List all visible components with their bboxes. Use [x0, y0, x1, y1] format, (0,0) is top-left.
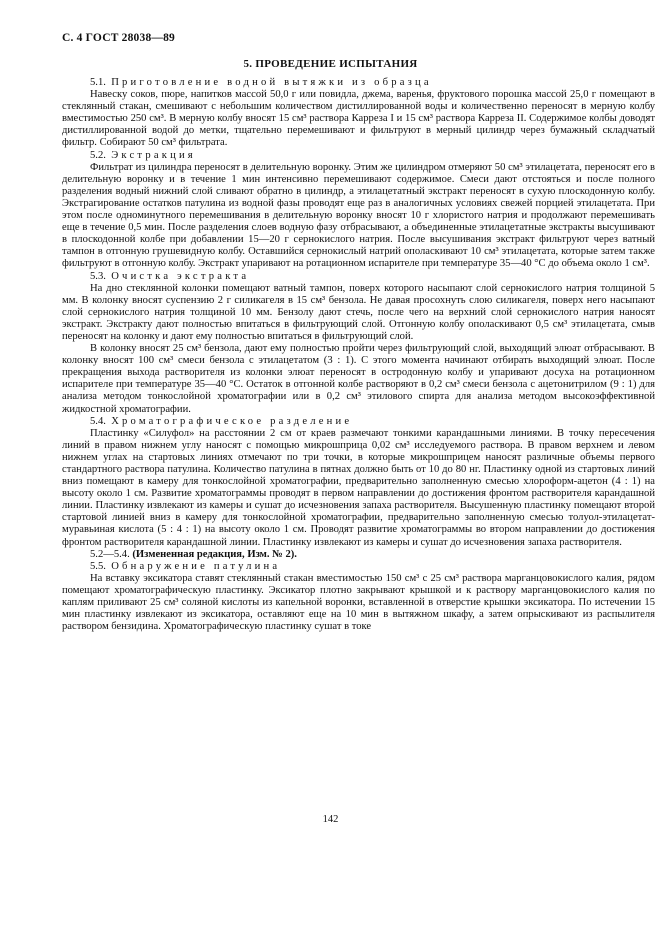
subsection-heading-5-4: 5.4. Хроматографическое разделение: [90, 415, 353, 427]
section-title: 5. ПРОВЕДЕНИЕ ИСПЫТАНИЯ: [243, 58, 418, 70]
page-header: С. 4 ГОСТ 28038—89: [62, 32, 175, 44]
subsection-heading-5-3: 5.3. Очистка экстракта: [90, 270, 250, 282]
page-number: 142: [322, 814, 339, 825]
paragraph: На дно стеклянной колонки помещают ватный тампон, поверх которого насыпают слой сернокислого натрия толщиной 5 мм. В колонку вносят суспензию 2 г силикагеля в 15 см³ бензола. Не давая просохнуть слою силикагеля, поверх него насыпают слой сернокислого натрия толщиной 10 мм. Бензолу дают стечь, после чего на верхний слой сернокислого натрия наносят экстракт. Экстракту дают полностью впитаться в фильтрующий слой. Отгонную колбу ополаскивают 0,5 см³ этилацетата, смыв переносят на колонку и дают ему полностью впитаться в фильтрующий слой.: [62, 282, 655, 342]
amendment-note: 5.2—5.4. (Измененная редакция, Изм. № 2).: [90, 548, 297, 560]
paragraph: Фильтрат из цилиндра переносят в делительную воронку. Этим же цилиндром отмеряют 50 см³ этилацетата, переносят его в делительную воронку и в течение 1 мин интенсивно перемешивают содержимое. Смеси дают отстояться и после полного разделения водный нижний слой сливают обратно в цилиндр, а этилацетатный экстракт переносят в сухую плоскодонную колбу. Экстрагирование остатков патулина из водной фазы проводят еще раз в аналогичных условиях свежей порцией этилацетата. При этом после одноминутного перемешивания в делительную воронку вносят 10 г хлористого натрия и продолжают перемешивать еще в течение 0,5 мин. После разделения слоев водную фазу отбрасывают, а объединенные этилацетатные экстракты высушивают в плоскодонной колбе при добавлении 15—20 г сернокислого натрия. После высушивания экстракт фильтруют через ватный тампон в отгонную грушевидную колбу. Оставшийся сернокислый натрий ополаскивают 10 см³ этилацетата, которые затем также фильтруют в отгонную колбу. Экстракт упаривают на ротационном испарителе при температуре 35—40 °C до объема около 1 см³.: [62, 161, 655, 270]
subsection-heading-5-2: 5.2. Экстракция: [90, 149, 196, 161]
paragraph: Пластинку «Силуфол» на расстоянии 2 см от краев размечают тонкими карандашными линиями. В точку пересечения линий в правом нижнем углу наносят с помощью микрошприца 0,02 см³ исследуемого раствора. В правом верхнем и левом нижнем углах на стартовых линиях отмечают по три точки, в которые микрошприцем наносят различные объемы первого стандартного раствора патулина. Количество патулина в пятнах должно быть от 10 до 80 нг. Пластинку одной из стартовых линий вниз помещают в камеру для тонкослойной хроматографии, предварительно заполненную смесью хлороформ-ацетон (4 : 1) на высоту около 1 см. Развитие хроматограммы проводят в первом направлении до достижения фронтом растворителя карандашной линии. Пластинку извлекают из камеры и сушат до исчезновения запаха растворителя. Высушенную пластинку помещают второй стартовой линией вниз в камеру для тонкослойной хроматографии, предварительно заполненную смесью толуол-этилацетат-муравьиная кислота (5 : 4 : 1) на высоту около 1 см. Проводят развитие хроматограммы во втором направлении до достижения фронтом растворителя карандашной линии. Пластинку извлекают из камеры и сушат до исчезновения запаха растворителя.: [62, 427, 655, 548]
paragraph: На вставку эксикатора ставят стеклянный стакан вместимостью 150 см³ с 25 см³ раствора марганцовокислого калия, рядом помещают хроматографическую пластинку. Эксикатор плотно закрывают крышкой и к раствору марганцовокислого калия по каплям приливают 25 см³ соляной кислоты из капельной воронки, вставленной в отверстие крышки эксикатора. По истечении 15 мин пластинку извлекают из эксикатора, оставляют еще на 10 мин в вытяжном шкафу, а затем опрыскивают из распылителя раствором бензидина. Хроматографическую пластинку сушат в токе: [62, 572, 655, 633]
subsection-heading-5-1: 5.1. Приготовление водной вытяжки из образца: [90, 77, 432, 88]
paragraph: В колонку вносят 25 см³ бензола, дают ему полностью пройти через фильтрующий слой, выходящий элюат отбрасывают. В колонку вносят 100 см³ смеси бензола с этилацетатом (3 : 1). С этого момента начинают отбирать выходящий элюат. После прекращения выхода растворителя из колонки элюат переносят в остродонную колбу и упаривают досуха на ротационном испарителе при температуре 35—40 °C. Остаток в отгонной колбе растворяют в 0,2 см³ смеси бензола с ацетонитрилом (9 : 1) для анализа методом тонкослойной хроматографии или в 0,2 см³ этилового спирта для анализа методом высокоэффективной жидкостной хроматографии.: [62, 343, 655, 415]
document-body: [62, 77, 655, 633]
paragraph: Навеску соков, пюре, напитков массой 50,0 г или повидла, джема, варенья, фруктового порошка массой 25,0 г помещают в стеклянный стакан, смешивают с небольшим количеством дистиллированной воды и количественно переносят в мерную колбу вместимостью 250 см³. В мерную колбу вносят 15 см³ раствора Карреза I и 15 см³ раствора Карреза II. Содержимое колбы доводят дистиллированной водой до метки, тщательно перемешивают и фильтруют в мерный цилиндр через бумажный складчатый фильтр. Собирают 50 см³ фильтрата.: [62, 89, 655, 149]
subsection-heading-5-5: 5.5. Обнаружение патулина: [90, 560, 281, 572]
